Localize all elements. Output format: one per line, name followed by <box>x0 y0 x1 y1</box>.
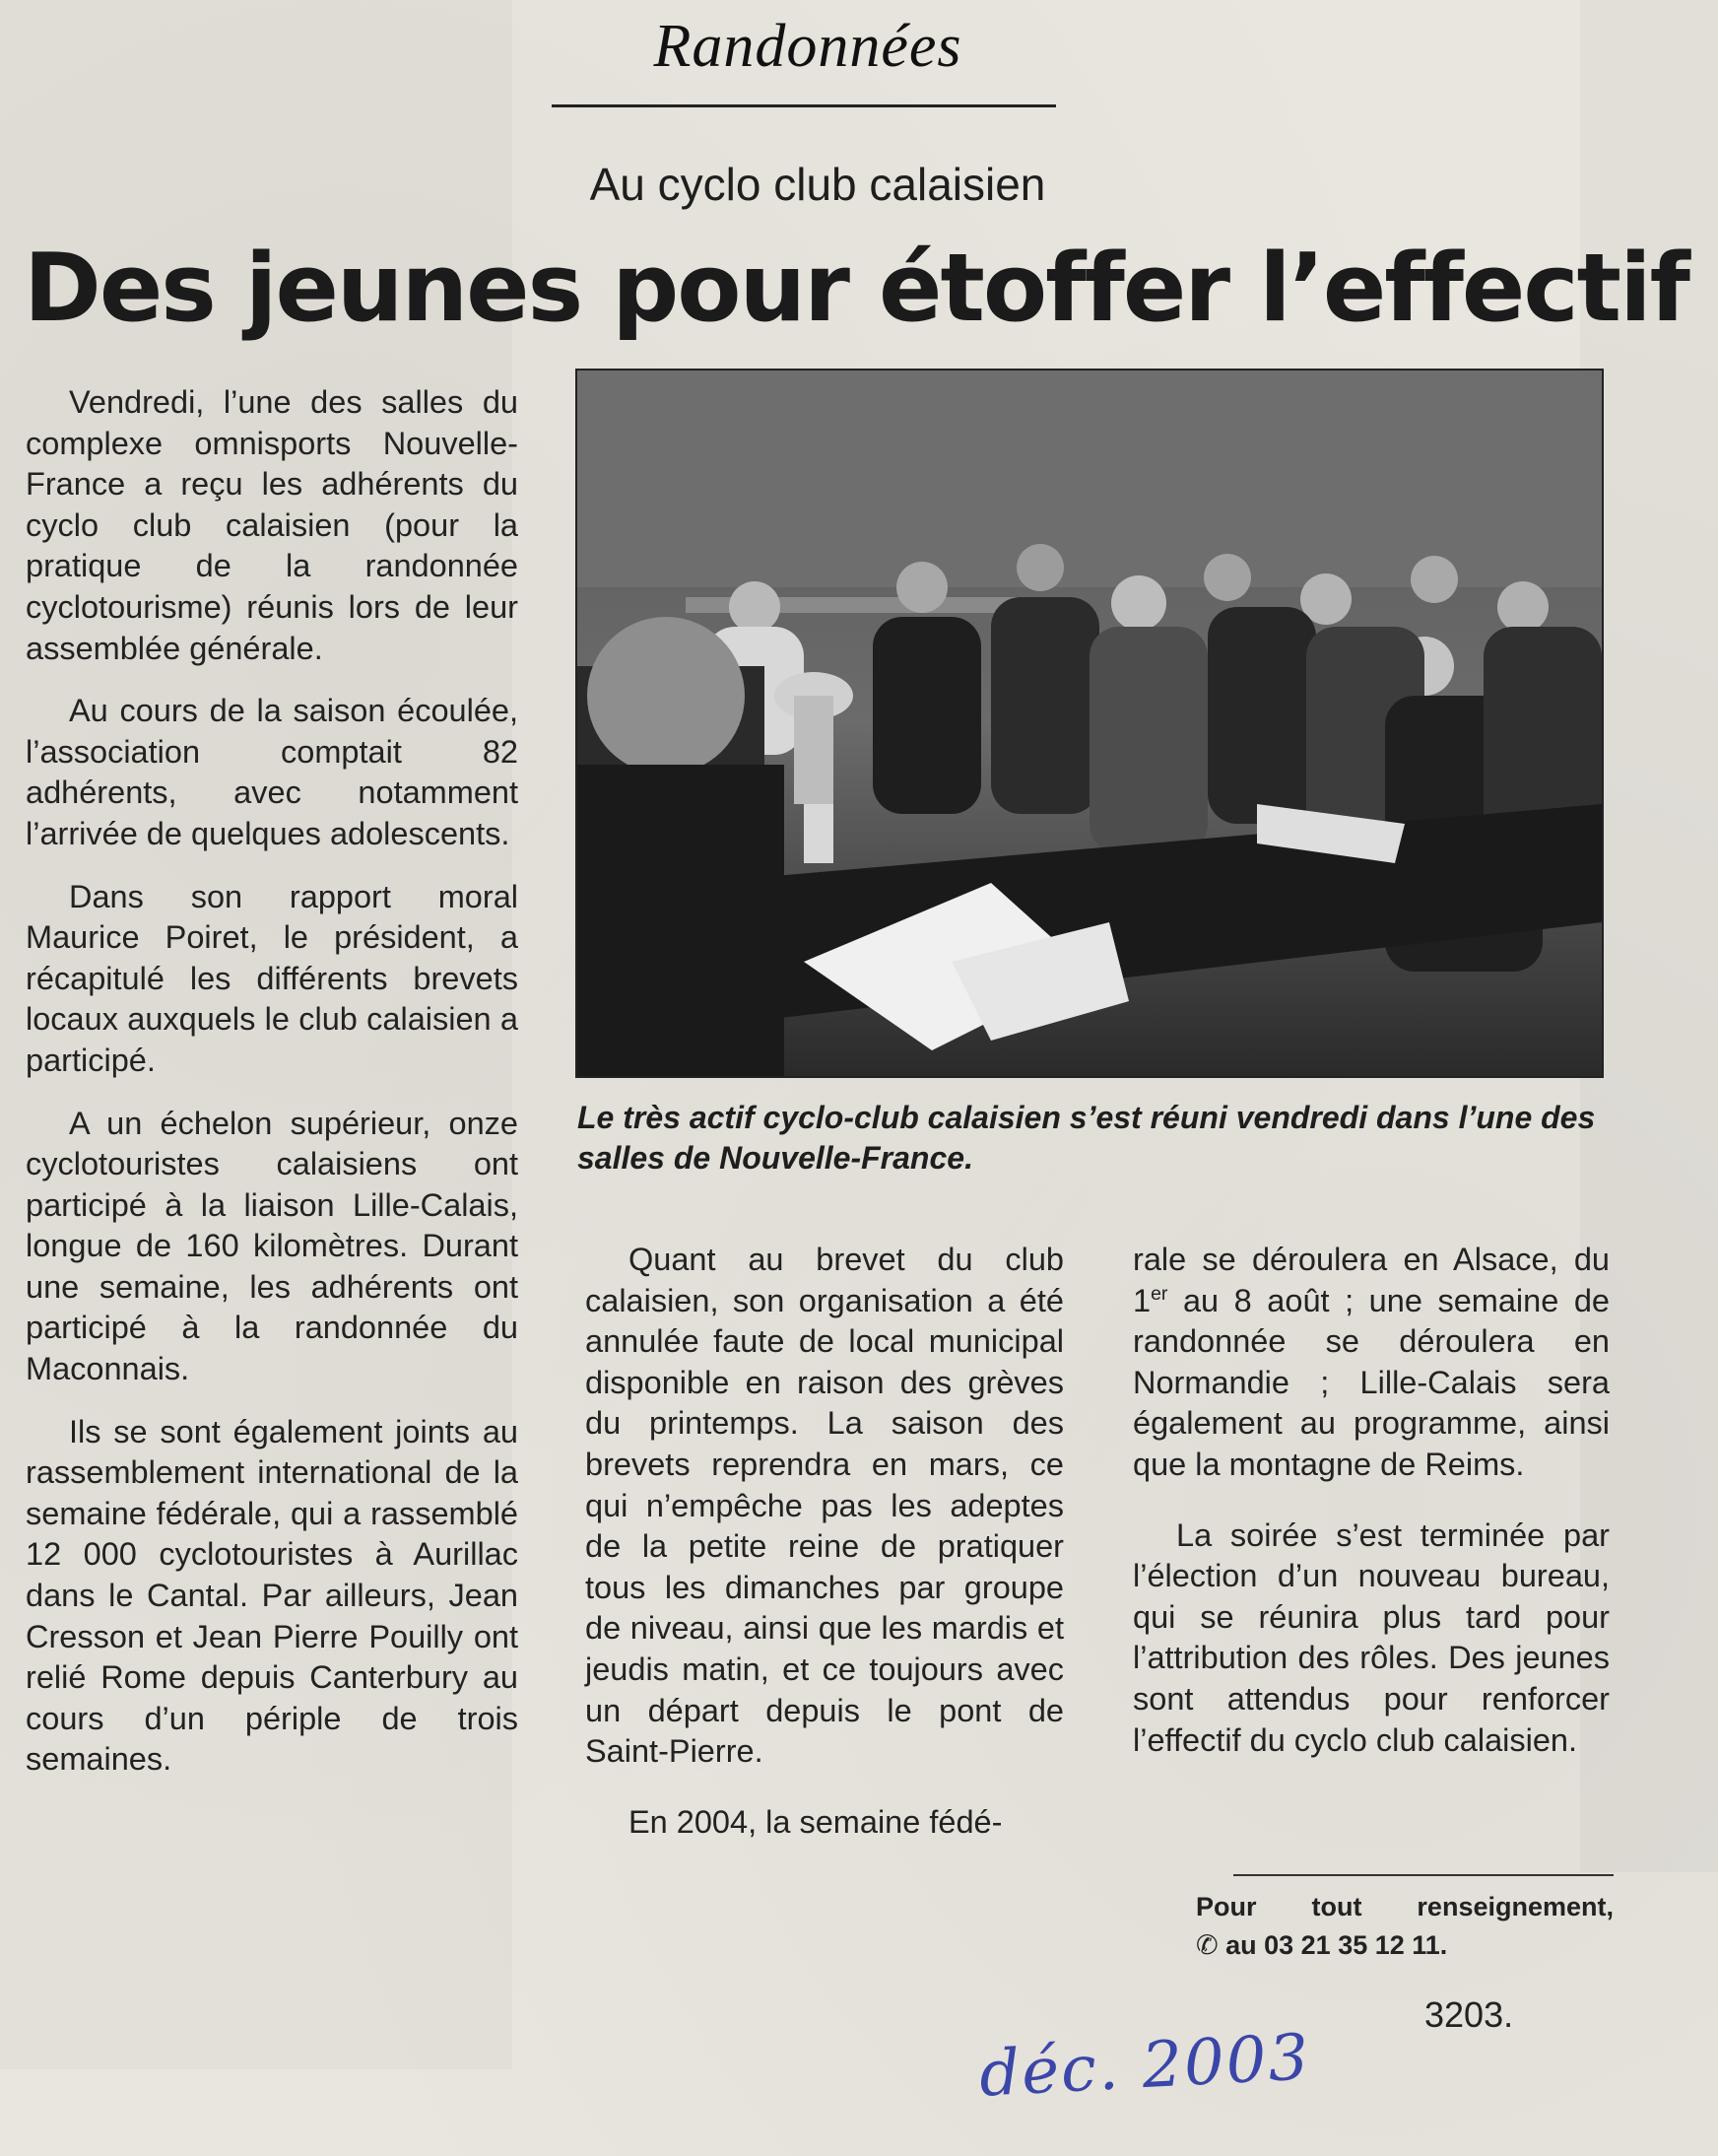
contact-phone: ✆ au 03 21 35 12 11. <box>1196 1930 1448 1960</box>
paragraph: Ils se sont également joints au rassemblement international de la semaine fédérale, qui a rassemblé 12 000 cyclotouristes à Aurillac dans le Cantal. Par ailleurs, Jean Cresson et Jean Pierre Pouilly ont relié Rome depuis Canterbury au cours d’un périple de trois semaines. <box>26 1413 518 1778</box>
handwritten-date: déc. 2003 <box>977 2021 1312 2112</box>
meeting-photo <box>575 369 1604 1078</box>
page-code: 3203. <box>1424 1994 1514 2035</box>
text-run: au 8 août ; une semaine de randonnée se déroulera en Normandie ; Lille-Calais sera également au programme, ainsi que la montagne de Reims. <box>1133 1282 1610 1482</box>
article-headline: Des jeunes pour étoffer l’effectif <box>24 235 1688 343</box>
kicker-rule <box>552 104 1056 107</box>
section-kicker: Randonnées <box>653 13 962 80</box>
text-run: rale se déroulera en Alsace, du 1 <box>1133 1242 1610 1318</box>
paragraph: Vendredi, l’une des salles du complexe omnisports Nouvelle-France a reçu les adhérents du cyclo club calaisien (pour la pratique de la randonnée cyclotourisme) réunis lors de leur assemblée générale. <box>26 384 518 666</box>
contact-box <box>1196 1888 1614 1965</box>
paragraph: Quant au brevet du club calaisien, son organisation a été annulée faute de local municipal disponible en raison des grèves du printemps. La saison des brevets reprendra en mars, ce qui n’empêche pas les adeptes de la petite reine de pratiquer tous les dimanches par groupe de niveau, ainsi que les mardis et jeudis matin, et ce toujours avec un départ depuis le pont de Saint-Pierre. <box>585 1242 1064 1770</box>
contact-line: Pour tout renseignement, <box>1196 1892 1614 1921</box>
paragraph: En 2004, la semaine fédé- <box>628 1803 1003 1840</box>
article-subhead: Au cyclo club calaisien <box>589 159 1046 210</box>
right-column <box>1133 1240 1610 1783</box>
paragraph: Dans son rapport moral Maurice Poiret, le président, a récapitulé les différents brevets locaux auxquels le club calaisien a participé. <box>26 878 518 1078</box>
left-column <box>26 382 518 1802</box>
photo-illustration <box>577 371 1602 1076</box>
paragraph: Au cours de la saison écoulée, l’association comptait 82 adhérents, avec notamment l’arrivée de quelques adolescents. <box>26 693 518 851</box>
paragraph: A un échelon supérieur, onze cyclotouristes calaisiens ont participé à la liaison Lille-Calais, longue de 160 kilomètres. Durant une semaine, les adhérents ont participé à la randonnée du Maconnais. <box>26 1105 518 1387</box>
paragraph <box>1133 1240 1610 1486</box>
paragraph: La soirée s’est terminée par l’élection d’un nouveau bureau, qui se réunira plus tard pour l’attribution des rôles. Des jeunes sont attendus pour renforcer l’effectif du cyclo club calaisien. <box>1133 1516 1610 1758</box>
contact-rule <box>1233 1874 1614 1876</box>
middle-column <box>585 1240 1064 1864</box>
photo-caption: Le très actif cyclo-club calaisien s’est réuni vendredi dans l’une des salles de Nouvelle-France. <box>577 1100 1596 1176</box>
superscript: er <box>1151 1282 1168 1305</box>
